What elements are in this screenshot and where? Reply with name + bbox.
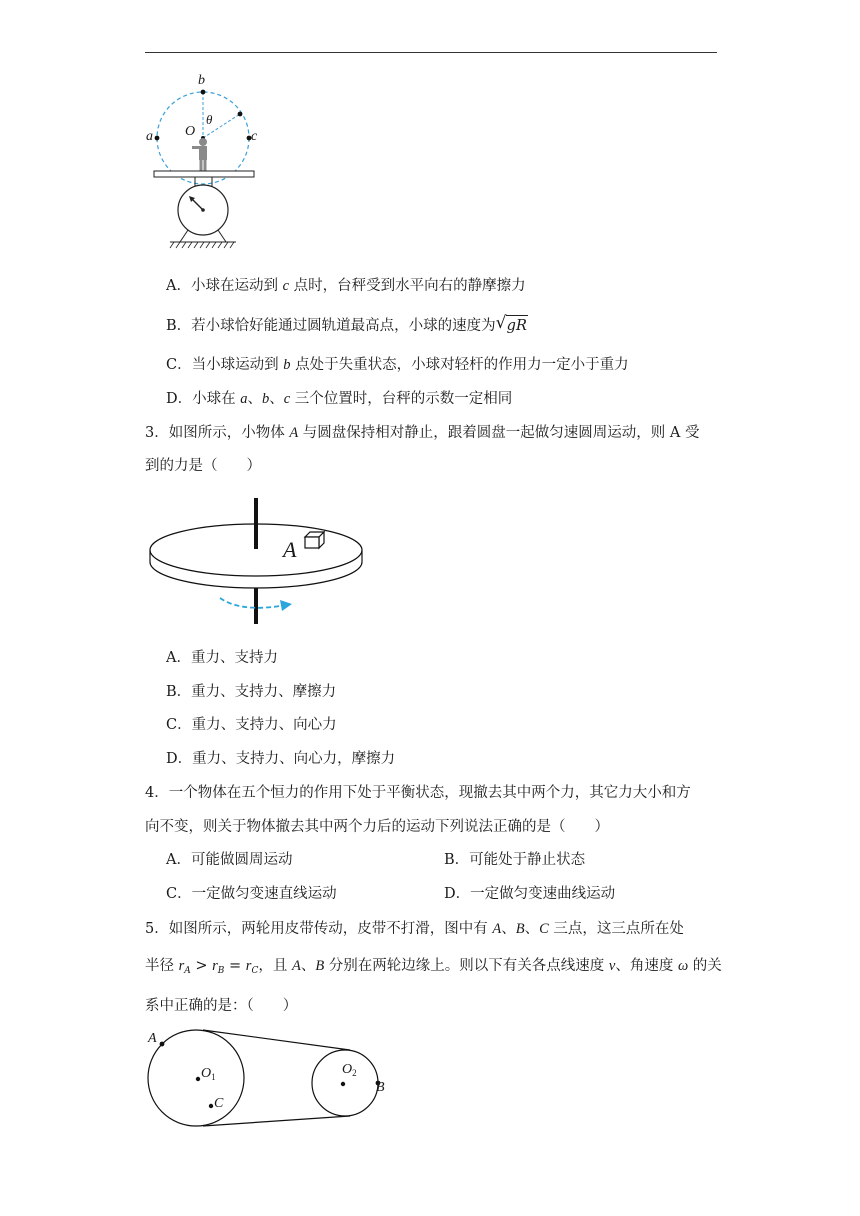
q3-stem-line2: 到的力是（ ） xyxy=(145,458,261,474)
point-a xyxy=(160,1042,165,1047)
fig3-label-o2: $O_2$ xyxy=(342,1062,357,1078)
q3-option-b: B．重力、支持力、摩擦力 xyxy=(166,684,337,700)
q3-option-d: D．重力、支持力、向心力，摩擦力 xyxy=(166,751,396,767)
q2-option-c: C．当小球运动到 b 点处于失重状态，小球对轻杆的作用力一定小于重力 xyxy=(166,357,629,373)
point-b xyxy=(201,90,206,95)
belt-bottom xyxy=(203,1116,350,1126)
sqrt-expression: √ gR xyxy=(495,313,527,334)
fig1-label-a: a xyxy=(146,129,153,144)
figure-belt-drive xyxy=(140,1026,400,1136)
q3-option-a: A．重力、支持力 xyxy=(166,650,278,666)
q4-stem-line1: 4．一个物体在五个恒力的作用下处于平衡状态，现撤去其中两个力，其它力大小和方 xyxy=(145,785,691,801)
ground-hatch xyxy=(170,242,234,248)
fig1-label-theta: θ xyxy=(206,112,213,127)
fig1-label-o: O xyxy=(185,124,196,139)
q2-option-d: D．小球在 a、b、c 三个位置时，台秤的示数一定相同 xyxy=(166,391,513,407)
top-rule xyxy=(145,52,717,53)
figure-vertical-circle-scale xyxy=(140,70,270,260)
q4-option-a: A．可能做圆周运动 xyxy=(166,852,293,868)
fig1-label-c: c xyxy=(251,129,258,144)
q4-option-c: C．一定做匀变速直线运动 xyxy=(166,886,337,902)
point-ball xyxy=(238,112,243,117)
fig3-label-o1: $O_1$ xyxy=(201,1066,216,1082)
fig3-label-a: A xyxy=(148,1031,157,1046)
block-a-icon xyxy=(305,532,324,548)
figure-rotating-disk xyxy=(145,494,367,628)
point-c xyxy=(209,1104,213,1108)
fig1-label-b: b xyxy=(198,73,205,88)
q2-option-b: B．若小球恰好能通过圆轨道最高点，小球的速度为 √ gR xyxy=(166,313,527,334)
q5-stem-line3: 系中正确的是：（ ） xyxy=(145,998,298,1014)
q4-option-b: B．可能处于静止状态 xyxy=(444,852,586,868)
rotation-arrowhead xyxy=(280,600,292,611)
q4-option-d: D．一定做匀变速曲线运动 xyxy=(444,886,616,902)
rotation-arrow xyxy=(220,598,280,608)
q5-stem-line1: 5．如图所示，两轮用皮带传动，皮带不打滑，图中有 A、B、C 三点，这三点所在处 xyxy=(145,921,684,937)
point-o1 xyxy=(196,1077,200,1081)
q4-stem-line2: 向不变，则关于物体撤去其中两个力后的运动下列说法正确的是（ ） xyxy=(145,819,609,835)
small-wheel xyxy=(312,1050,378,1116)
q2-option-a: A．小球在运动到 c 点时，台秤受到水平向右的静摩擦力 xyxy=(166,278,526,294)
q3-option-c: C．重力、支持力、向心力 xyxy=(166,717,337,733)
fig3-label-b: B xyxy=(376,1080,385,1095)
point-a xyxy=(155,136,160,141)
fig2-label-a: A xyxy=(283,537,297,562)
scale-platform xyxy=(154,171,254,177)
q5-stem-line2: 半径 $r_A > r_B = r_C$，且 A、B 分别在两轮边缘上。则以下有关各点线速度 v、角速度 ω 的关 xyxy=(145,958,722,976)
person-icon xyxy=(192,138,207,171)
fig3-label-c: C xyxy=(214,1096,224,1111)
point-o2 xyxy=(341,1082,345,1086)
q3-stem-line1: 3．如图所示，小物体 A 与圆盘保持相对静止，跟着圆盘一起做匀速圆周运动，则 A 受 xyxy=(145,425,700,441)
